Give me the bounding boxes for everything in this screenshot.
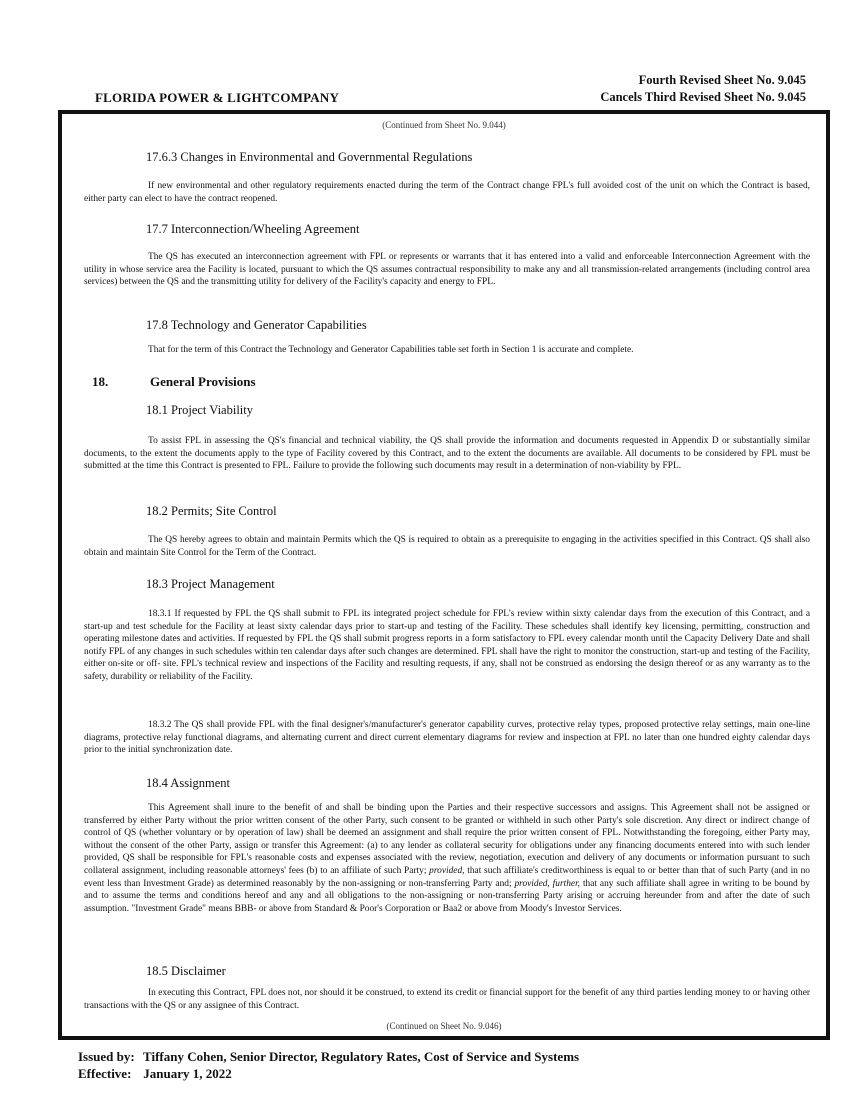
effective-value: January 1, 2022 — [143, 1066, 232, 1081]
para-18-1: To assist FPL in assessing the QS's financial and technical viability, the QS shall provide the information and documents requested in Appendix D or substantially similar documents, to the extent the documents apply to the type of Facility covered by this Contract, and to the extent the documents are available. All documents to be considered by FPL must be submitted at the time this Contract is presented to FPL. Failure to provide the following such documents may result in a determination of non-viability by FPL. — [84, 436, 810, 472]
issued-by-label: Issued by: — [78, 1049, 135, 1064]
tariff-sheet-frame — [58, 110, 830, 1040]
heading-17-7: 17.7 Interconnection/Wheeling Agreement — [146, 222, 360, 236]
heading-17-8: 17.8 Technology and Generator Capabilities — [146, 318, 367, 332]
para-18-3-1: 18.3.1 If requested by FPL the QS shall submit to FPL its integrated project schedule for FPL's review within sixty calendar days from the execution of this Contract, and a start-up and test schedule for the Facility at least sixty calendar days prior to start-up and testing of the Facility. These schedules shall identify key licensing, permitting, construction and operating milestone dates and activities. If requested by FPL the QS shall submit progress reports in a form satisfactory to FPL every calendar month until the Capacity Delivery Date and shall notify FPL of any changes in such schedules within ten calendar days after such changes are determined. FPL shall have the right to monitor the construction, start-up and testing of the Facility, either on-site or off- site. FPL's technical review and inspections of the Facility and resulting requests, if any, shall not be construed as endorsing the design thereof or as any warranty as to the safety, durability or reliability of the Facility. — [84, 609, 810, 682]
heading-18-1: 18.1 Project Viability — [146, 403, 253, 417]
heading-18-3: 18.3 Project Management — [146, 577, 275, 591]
para-17-8: That for the term of this Contract the Technology and Generator Capabilities table set forth in Section 1 is accurate and complete. — [148, 345, 634, 355]
para-17-7: The QS has executed an interconnection agreement with FPL or represents or warrants that it has entered into a valid and enforceable Interconnection Agreement with the utility in whose service area the Facility is located, pursuant to which the QS assumes contractual responsibility to make any and all transmission-related arrangements (including control area services) between the QS and the transmitting utility for delivery of the Facility's capacity and energy to FPL. — [84, 252, 810, 288]
para-17-6-3: If new environmental and other regulatory requirements enacted during the term of the Contract change FPL's full avoided cost of the unit on which the Contract is based, either party can elect to have the contract reopened. — [84, 181, 810, 204]
issuance-footer — [78, 1048, 579, 1082]
para-18-4 — [84, 802, 810, 915]
para-18-2: The QS hereby agrees to obtain and maintain Permits which the QS is required to obtain as a prerequisite to engaging in the activities specified in this Contract. QS shall also obtain and maintain Site Control for the Term of the Contract. — [84, 535, 810, 558]
heading-18-2: 18.2 Permits; Site Control — [146, 504, 277, 518]
heading-18-5: 18.5 Disclaimer — [146, 964, 226, 978]
para-18-4-part-b: that such affiliate's creditworthiness is equal to or better than that of such Party (and in no event less than Investment Grade) as determined reasonably by the non-assigning or non-transferring Party and; — [84, 865, 810, 889]
section-18-title: General Provisions — [150, 374, 256, 389]
continued-on-note: (Continued on Sheet No. 9.046) — [386, 1021, 502, 1031]
para-18-3-2: 18.3.2 The QS shall provide FPL with the final designer's/manufacturer's generator capability curves, protective relay types, proposed protective relay settings, main one-line diagrams, protective relay functional diagrams, and alternating current and direct current elementary diagrams for review and inspection at FPL no later than one hundred eighty calendar days prior to the initial synchronization date. — [84, 720, 810, 756]
para-18-5: In executing this Contract, FPL does not, nor should it be construed, to extend its credit or financial support for the benefit of any third parties lending money to or having other transactions with the QS or any assignee of this Contract. — [84, 988, 810, 1011]
effective-label: Effective: — [78, 1066, 132, 1081]
effective-line — [78, 1065, 579, 1082]
provided-term: provided, — [429, 865, 465, 876]
para-18-4-part-c: that any such affiliate shall agree in writing to be bound by and to assume the terms and conditions hereof and any and all obligations to the non-assigning or non-transferring Party arising or accruing hereunder from and after the date of such assumption. "Investment Grade" means BBB- or above from Standard & Poor's Corporation or Baa2 or above from Moody's Investor Services. — [84, 878, 810, 914]
sheet-header — [600, 72, 806, 106]
company-name: FLORIDA POWER & LIGHTCOMPANY — [95, 90, 340, 105]
heading-17-6-3: 17.6.3 Changes in Environmental and Governmental Regulations — [146, 150, 473, 164]
provided-further-term: provided, further, — [514, 878, 581, 889]
section-18-number: 18. — [92, 374, 109, 389]
sheet-cancels: Cancels Third Revised Sheet No. 9.045 — [600, 90, 806, 104]
heading-18-4: 18.4 Assignment — [146, 776, 231, 790]
sheet-revision: Fourth Revised Sheet No. 9.045 — [638, 73, 806, 87]
issued-by-value: Tiffany Cohen, Senior Director, Regulatory Rates, Cost of Service and Systems — [143, 1049, 580, 1064]
continued-from-note: (Continued from Sheet No. 9.044) — [382, 120, 506, 130]
issued-by-line — [78, 1048, 579, 1065]
para-18-4-part-a: This Agreement shall inure to the benefit of and shall be binding upon the Parties and their respective successors and assigns. This Agreement shall not be assigned or transferred by either Party without the prior written consent of the other Party, such consent to be granted or withheld in such other Party's sole discretion. Any direct or indirect change of control of QS (whether voluntary or by operation of law) shall be deemed an assignment and shall require the prior written consent of FPL. Notwithstanding the foregoing, either Party may, without the consent of the other Party, assign or transfer this Agreement: (a) to any lender as collateral security for obligations under any financing documents entered into with such lender provided, QS shall be responsible for FPL's reasonable costs and expenses associated with the review, negotiation, execution and delivery of any documents or information pursuant to such collateral assignment, including reasonable attorneys' fees (b) to an affiliate of such Party; — [84, 803, 810, 876]
section-18-heading — [92, 374, 256, 390]
